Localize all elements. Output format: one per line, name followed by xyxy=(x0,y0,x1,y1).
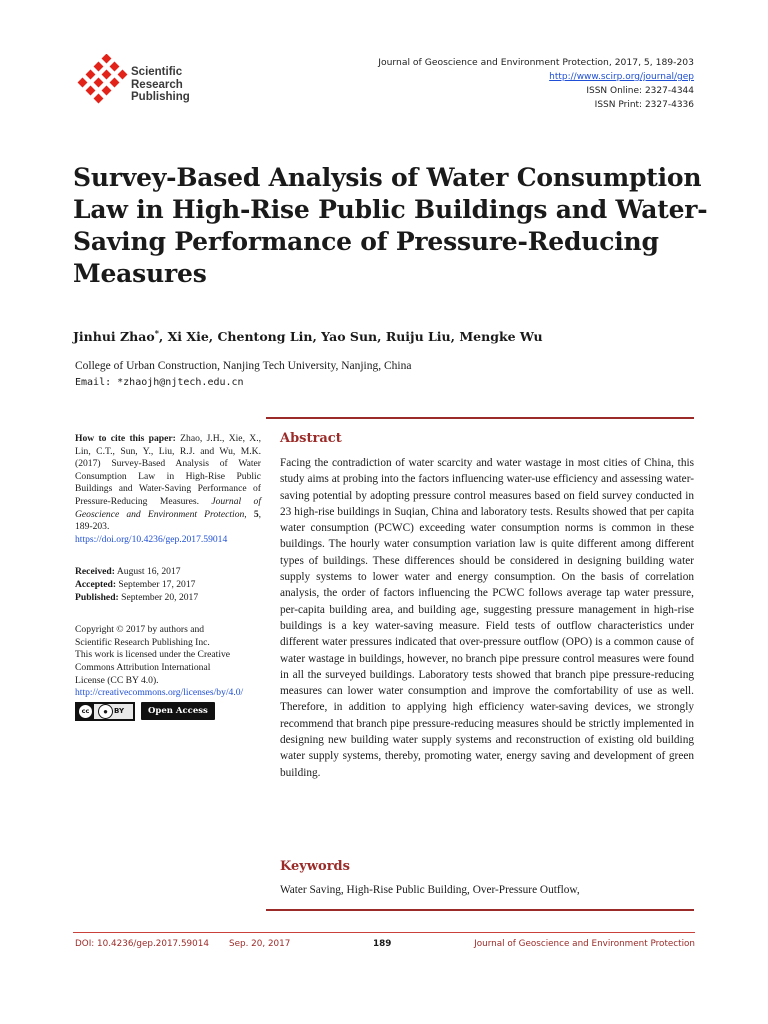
cite-label: How to cite this paper: xyxy=(75,433,176,444)
accepted-date xyxy=(75,579,261,592)
issn-print: ISSN Print: 2327-4336 xyxy=(594,100,694,110)
journal-citation: Journal of Geoscience and Environment Protection, 2017, 5, 189-203 xyxy=(378,57,694,68)
accepted-label: Accepted: xyxy=(75,578,117,590)
copyright-block xyxy=(75,624,261,700)
abstract-top-rule xyxy=(266,417,694,419)
footer-journal: Journal of Geoscience and Environment Protection xyxy=(474,939,695,949)
citation-block xyxy=(75,433,261,546)
copyright-line: Scientific Research Publishing Inc. xyxy=(75,636,210,648)
author-list xyxy=(73,328,543,344)
journal-url-link[interactable]: http://www.scirp.org/journal/gep xyxy=(549,72,694,82)
open-access-badge: Open Access xyxy=(141,702,215,721)
footer-doi: DOI: 10.4236/gep.2017.59014 xyxy=(75,939,209,949)
abstract-heading: Abstract xyxy=(280,431,342,446)
received-label: Received: xyxy=(75,566,115,578)
author-email: Email: *zhaojh@njtech.edu.cn xyxy=(75,377,244,388)
journal-header xyxy=(378,56,694,112)
abstract-text: Facing the contradiction of water scarcity and water wastage in most cities of China, this study aims at probing into the factors influencing water-use efficiency and assessing water-saving potential by adopting pressure control measures based on field survey conducted in 23 high-rise buildings in Suqian, China and laboratory tests. Results showed that per capita water consumption (PCWC) exceeding water consumption norms is common in these buildings. The hourly water consumption variation law is quite different among different types of buildings. These differences should be considered in designing building water supply systems to lower water and energy consumption. On the basis of correlation analysis, the order of factors influencing the PCWC follows average tap water pressure, per-capita building area, and building age, suggesting pressure management in high-rise buildings is a key water-saving measure. Field tests of outflow characteristics under different water pressures indicated that over-pressure outflow (OPO) is a common cause of water wastage in buildings, however, no branch pipe pressure control measures were found in all the surveyed buildings. Laboratory tests showed that branch pipe pressure-reducing measures can lower water consumption and improve the comfortability of use as well. Therefore, in addition to applying high efficiency water-saving devices, we strongly recommend that branch pipe pressure-reducing measures should be strictly implemented in designing new building water supply systems and reconstruction of existing old building water supply systems, thereby, promoting water, energy saving and development of green building. xyxy=(280,457,694,779)
by-label: BY xyxy=(114,706,125,715)
other-authors: , Xi Xie, Chentong Lin, Yao Sun, Ruiju Liu, Mengke Wu xyxy=(158,329,543,345)
footer-rule xyxy=(73,932,695,933)
attribution-icon: ● xyxy=(98,704,113,719)
published-value: September 20, 2017 xyxy=(118,591,199,603)
received-value: August 16, 2017 xyxy=(114,566,181,578)
issn-online: ISSN Online: 2327-4344 xyxy=(586,86,694,96)
published-label: Published: xyxy=(75,591,119,603)
cc-icon: cc xyxy=(78,704,93,719)
publisher-name-line: Scientific xyxy=(131,66,183,78)
page-number: 189 xyxy=(373,939,392,949)
logo-diamond-mark xyxy=(78,54,128,103)
doi-link[interactable]: https://doi.org/10.4236/gep.2017.59014 xyxy=(75,533,228,545)
affiliation: College of Urban Construction, Nanjing Tech University, Nanjing, China xyxy=(75,360,412,372)
license-link[interactable]: http://creativecommons.org/licenses/by/4.0/ xyxy=(75,687,244,699)
license-badges xyxy=(75,702,261,721)
cite-text: Zhao, J.H., Xie, X., Lin, C.T., Sun, Y., Liu, R.J. and Wu, M.K. (2017) Survey-Based Analysis of Water Consumption Law in High-Rise Public Buildings and Water-Saving Performance of Pressure-Reducing Measures. xyxy=(75,433,261,507)
publisher-name xyxy=(131,66,190,104)
copyright-line: Commons Attribution International xyxy=(75,661,211,673)
cite-journal: Journal of Geoscience and Environment Protection xyxy=(75,495,261,520)
copyright-line: This work is licensed under the Creative xyxy=(75,649,231,661)
dates-block xyxy=(75,566,261,604)
received-date xyxy=(75,566,261,579)
cite-pages: , 189-203. xyxy=(75,508,262,533)
cite-sep: , xyxy=(244,508,254,520)
keywords-text: Water Saving, High-Rise Public Building, Over-Pressure Outflow, xyxy=(280,884,580,896)
published-date xyxy=(75,592,261,605)
cite-volume: 5 xyxy=(253,508,259,520)
first-author: Jinhui Zhao xyxy=(73,329,155,345)
copyright-line: License (CC BY 4.0). xyxy=(75,674,159,686)
publisher-name-line: Research xyxy=(131,78,183,91)
publisher-name-line: Publishing xyxy=(131,91,190,103)
cc-by-badge[interactable] xyxy=(75,702,135,721)
accepted-value: September 17, 2017 xyxy=(116,578,196,590)
copyright-line: Copyright © 2017 by authors and xyxy=(75,624,205,636)
corresponding-mark: * xyxy=(154,328,159,338)
abstract-bottom-rule xyxy=(266,909,694,911)
footer-date: Sep. 20, 2017 xyxy=(229,939,291,949)
paper-title: Survey-Based Analysis of Water Consumption Law in High-Rise Public Buildings and Water-Saving Performance of Pressure-Reducing Measures xyxy=(73,163,708,288)
sidebar xyxy=(75,433,261,721)
keywords-heading: Keywords xyxy=(280,859,350,874)
